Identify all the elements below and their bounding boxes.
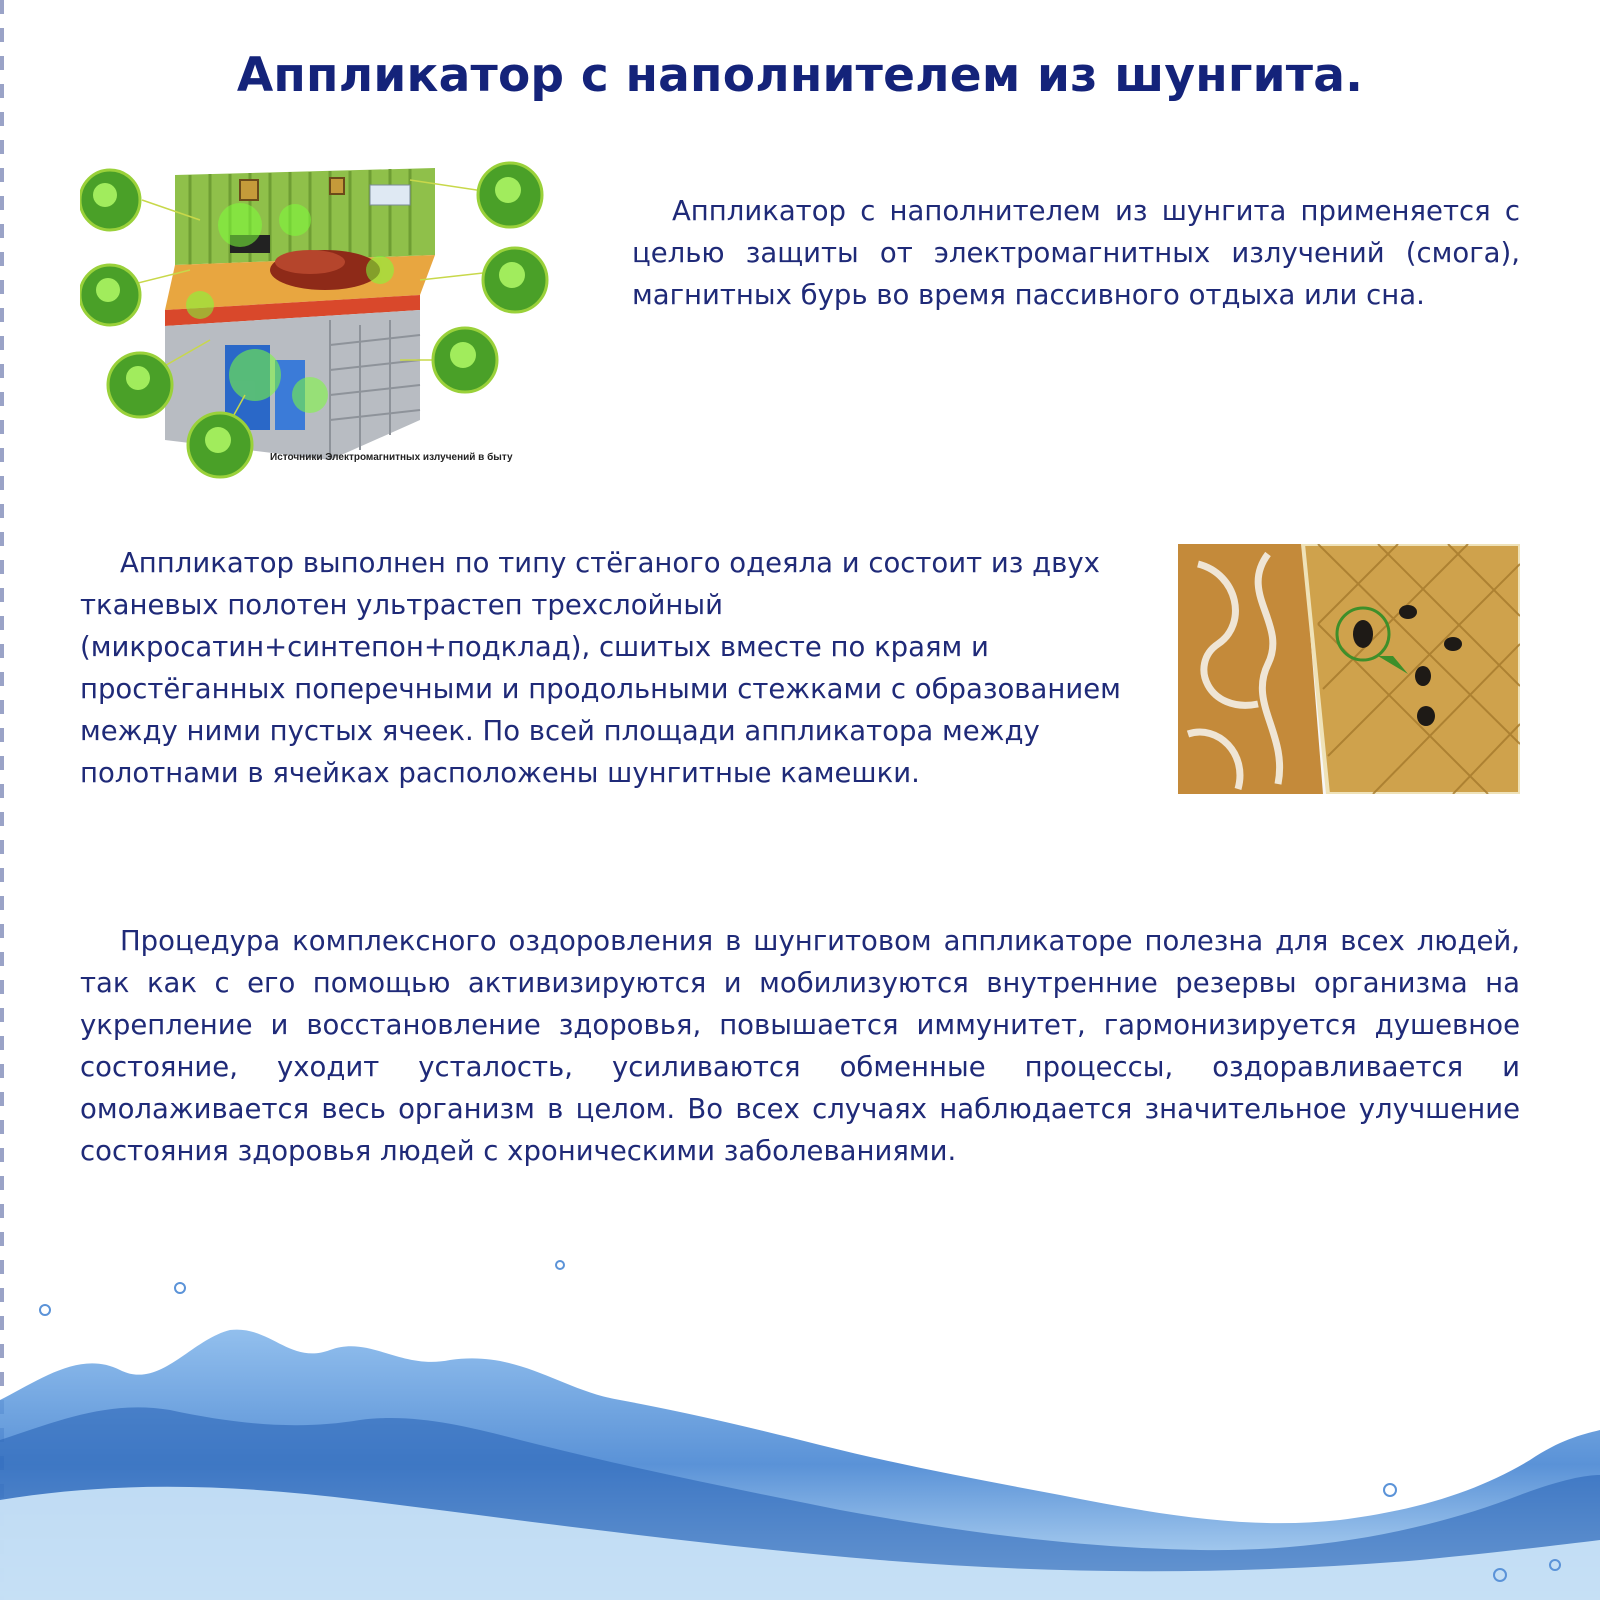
quilted-blanket-photo <box>1178 544 1520 794</box>
page-title: Аппликатор с наполнителем из шунгита. <box>236 48 1364 103</box>
house-emf-sources-illustration <box>80 160 560 490</box>
benefits-paragraph: Процедура комплексного оздоровления в шунгитовом аппликаторе полезна для всех людей, так как с его помощью активизируются и мобилизуются внутренние резервы организма на укрепление и восстановление здоровья, повышается иммунитет, гармонизируется душевное состояние, уходит усталость, усиливаются обменные процессы, оздоравливается и омолаживается весь организм в целом. Во всех случаях наблюдается значительное улучшение состояния здоровья людей с хроническими заболеваниями. <box>80 925 1520 1167</box>
construction-paragraph: Аппликатор выполнен по типу стёганого одеяла и состоит из двух тканевых полотен ультрастеп трехслойный (микросатин+синтепон+подклад), сшитых вместе по краям и простёганных поперечными и продольными стежками с образованием между ними пустых ячеек. По всей площади аппликатора между полотнами в ячейках расположены шунгитные камешки. <box>80 547 1121 789</box>
intro-paragraph: Аппликатор с наполнителем из шунгита применяется с целью защиты от электромагнитных излучений (смога), магнитных бурь во время пассивного отдыха или сна. <box>632 195 1520 311</box>
water-wave-decoration <box>0 1230 1600 1600</box>
illustration-caption: Источники Электромагнитных излучений в быту <box>270 452 513 463</box>
